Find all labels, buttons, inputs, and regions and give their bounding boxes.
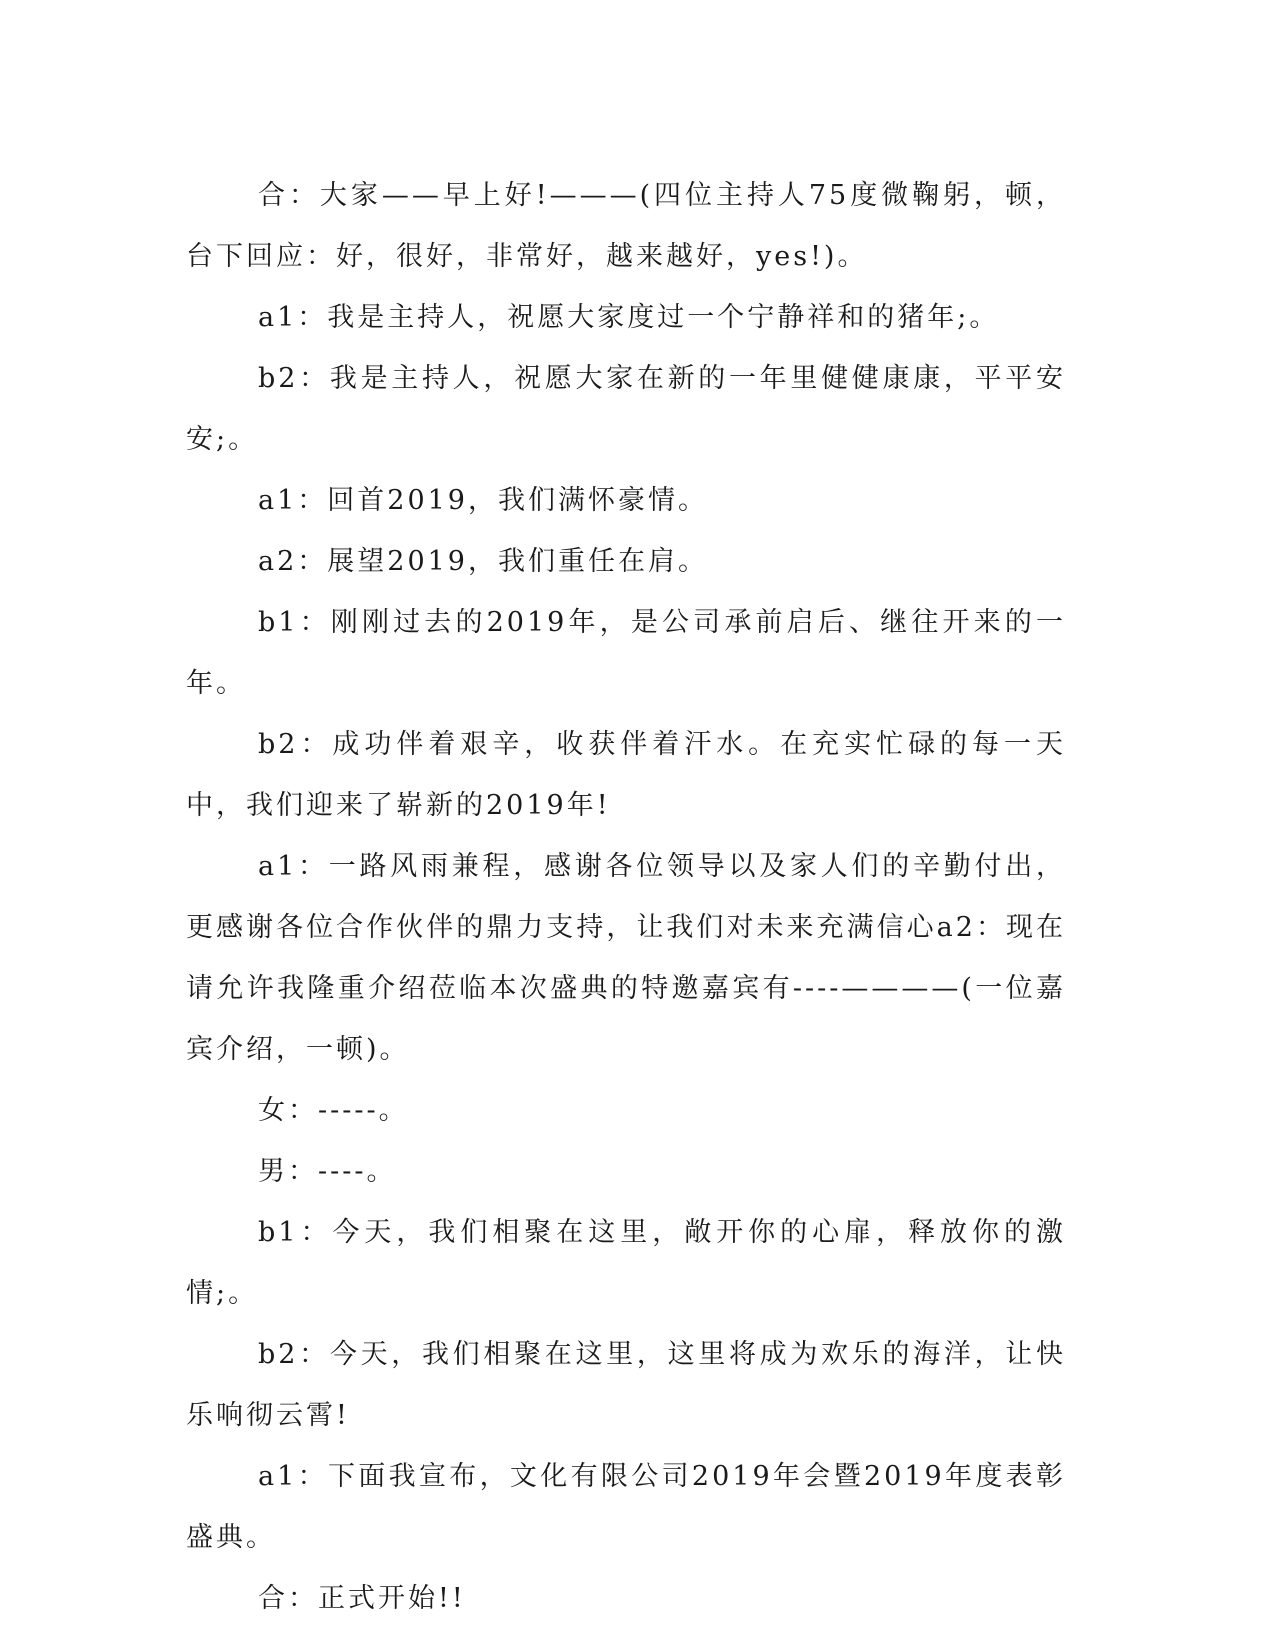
paragraph-10: 男：----。	[258, 1156, 397, 1187]
paragraph-4: a1：回首2019，我们满怀豪情。	[258, 485, 708, 516]
paragraph-11: b1：今天，我们相聚在这里，敞开你的心扉，释放你的激情;。	[186, 1217, 1066, 1309]
paragraph-8: a1：一路风雨兼程，感谢各位领导以及家人们的辛勤付出，更感谢各位合作伙伴的鼎力支持，让我们对未来充满信心a2：现在请允许我隆重介绍莅临本次盛典的特邀嘉宾有----————(一位嘉宾介绍，一顿)。	[186, 851, 1066, 1065]
paragraph-13: a1：下面我宣布，文化有限公司2019年会暨2019年度表彰盛典。	[186, 1461, 1066, 1553]
paragraph-9: 女：-----。	[258, 1095, 409, 1126]
paragraph-3: b2：我是主持人，祝愿大家在新的一年里健健康康，平平安安;。	[186, 363, 1066, 455]
paragraph-6: b1：刚刚过去的2019年，是公司承前启后、继往开来的一年。	[186, 607, 1066, 699]
paragraph-2: a1：我是主持人，祝愿大家度过一个宁静祥和的猪年;。	[258, 302, 1000, 333]
paragraph-14: 合：正式开始!!	[258, 1583, 466, 1614]
paragraph-7: b2：成功伴着艰辛，收获伴着汗水。在充实忙碌的每一天中，我们迎来了崭新的2019年!	[186, 729, 1066, 821]
document-body	[186, 165, 1066, 1629]
paragraph-12: b2：今天，我们相聚在这里，这里将成为欢乐的海洋，让快乐响彻云霄!	[186, 1339, 1066, 1431]
paragraph-5: a2：展望2019，我们重任在肩。	[258, 546, 708, 577]
paragraph-1: 合：大家——早上好!———(四位主持人75度微鞠躬，顿，台下回应：好，很好，非常好，越来越好，yes!)。	[186, 180, 1066, 272]
